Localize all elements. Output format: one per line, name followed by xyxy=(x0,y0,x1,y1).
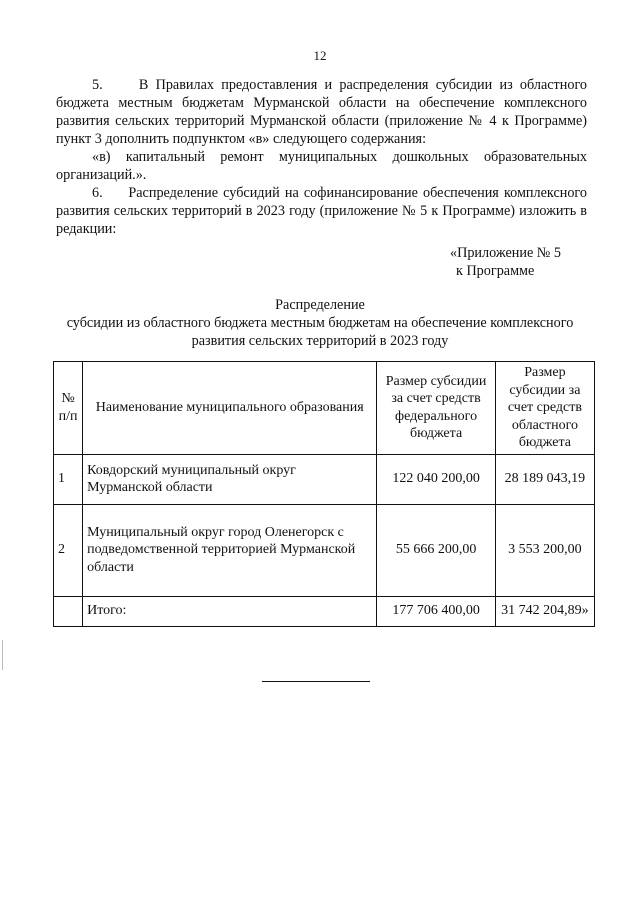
table-heading-title: Распределение xyxy=(275,297,365,313)
total-federal-amount: 177 706 400,00 xyxy=(377,596,496,626)
table-row xyxy=(54,504,595,596)
scan-margin-mark xyxy=(2,640,3,670)
row-number: 1 xyxy=(54,454,83,504)
table-row xyxy=(54,454,595,504)
row-municipality: Ковдорский муниципальный округ Мурманской области xyxy=(83,454,377,504)
document-body xyxy=(56,76,587,238)
header-number: № п/п xyxy=(54,362,83,455)
row-federal-amount: 55 666 200,00 xyxy=(377,504,496,596)
header-federal-budget: Размер субсидии за счет средств федерального бюджета xyxy=(377,362,496,455)
paragraph-subitem-v: «в) капитальный ремонт муниципальных дошкольных образовательных организаций.». xyxy=(56,149,587,183)
row-number: 2 xyxy=(54,504,83,596)
appendix-caption-line-2: к Программе xyxy=(456,263,535,279)
distribution-table xyxy=(53,361,595,627)
row-regional-amount: 3 553 200,00 xyxy=(495,504,594,596)
end-divider xyxy=(262,681,370,682)
table-heading xyxy=(40,296,600,350)
header-municipality: Наименование муниципального образования xyxy=(83,362,377,455)
paragraph-item-5: 5. В Правилах предоставления и распределения субсидии из областного бюджета местным бюджетам Мурманской области на обеспечение комплексного развития сельских территорий Мурманской области (приложение № 4 к Программе) пункт 3 дополнить подпунктом «в» следующего содержания: xyxy=(56,77,587,147)
paragraph-item-6: 6. Распределение субсидий на софинансирование обеспечения комплексного развития сельских территорий в 2023 году (приложение № 5 к Программе) изложить в редакции: xyxy=(56,185,587,237)
appendix-caption-line-1: «Приложение № 5 xyxy=(450,245,561,261)
total-regional-amount: 31 742 204,89» xyxy=(495,596,594,626)
row-federal-amount: 122 040 200,00 xyxy=(377,454,496,504)
table-header-row xyxy=(54,362,595,455)
appendix-caption xyxy=(450,244,561,280)
row-municipality: Муниципальный округ город Оленегорск с подведомственной территорией Мурманской области xyxy=(83,504,377,596)
table-heading-subtitle: субсидии из областного бюджета местным бюджетам на обеспечение комплексного развития сельских территорий в 2023 году xyxy=(66,315,574,349)
total-label: Итого: xyxy=(83,596,377,626)
row-regional-amount: 28 189 043,19 xyxy=(495,454,594,504)
header-regional-budget: Размер субсидии за счет средств областного бюджета xyxy=(495,362,594,455)
table-total-row xyxy=(54,596,595,626)
total-number-cell xyxy=(54,596,83,626)
page-number: 12 xyxy=(313,48,327,63)
